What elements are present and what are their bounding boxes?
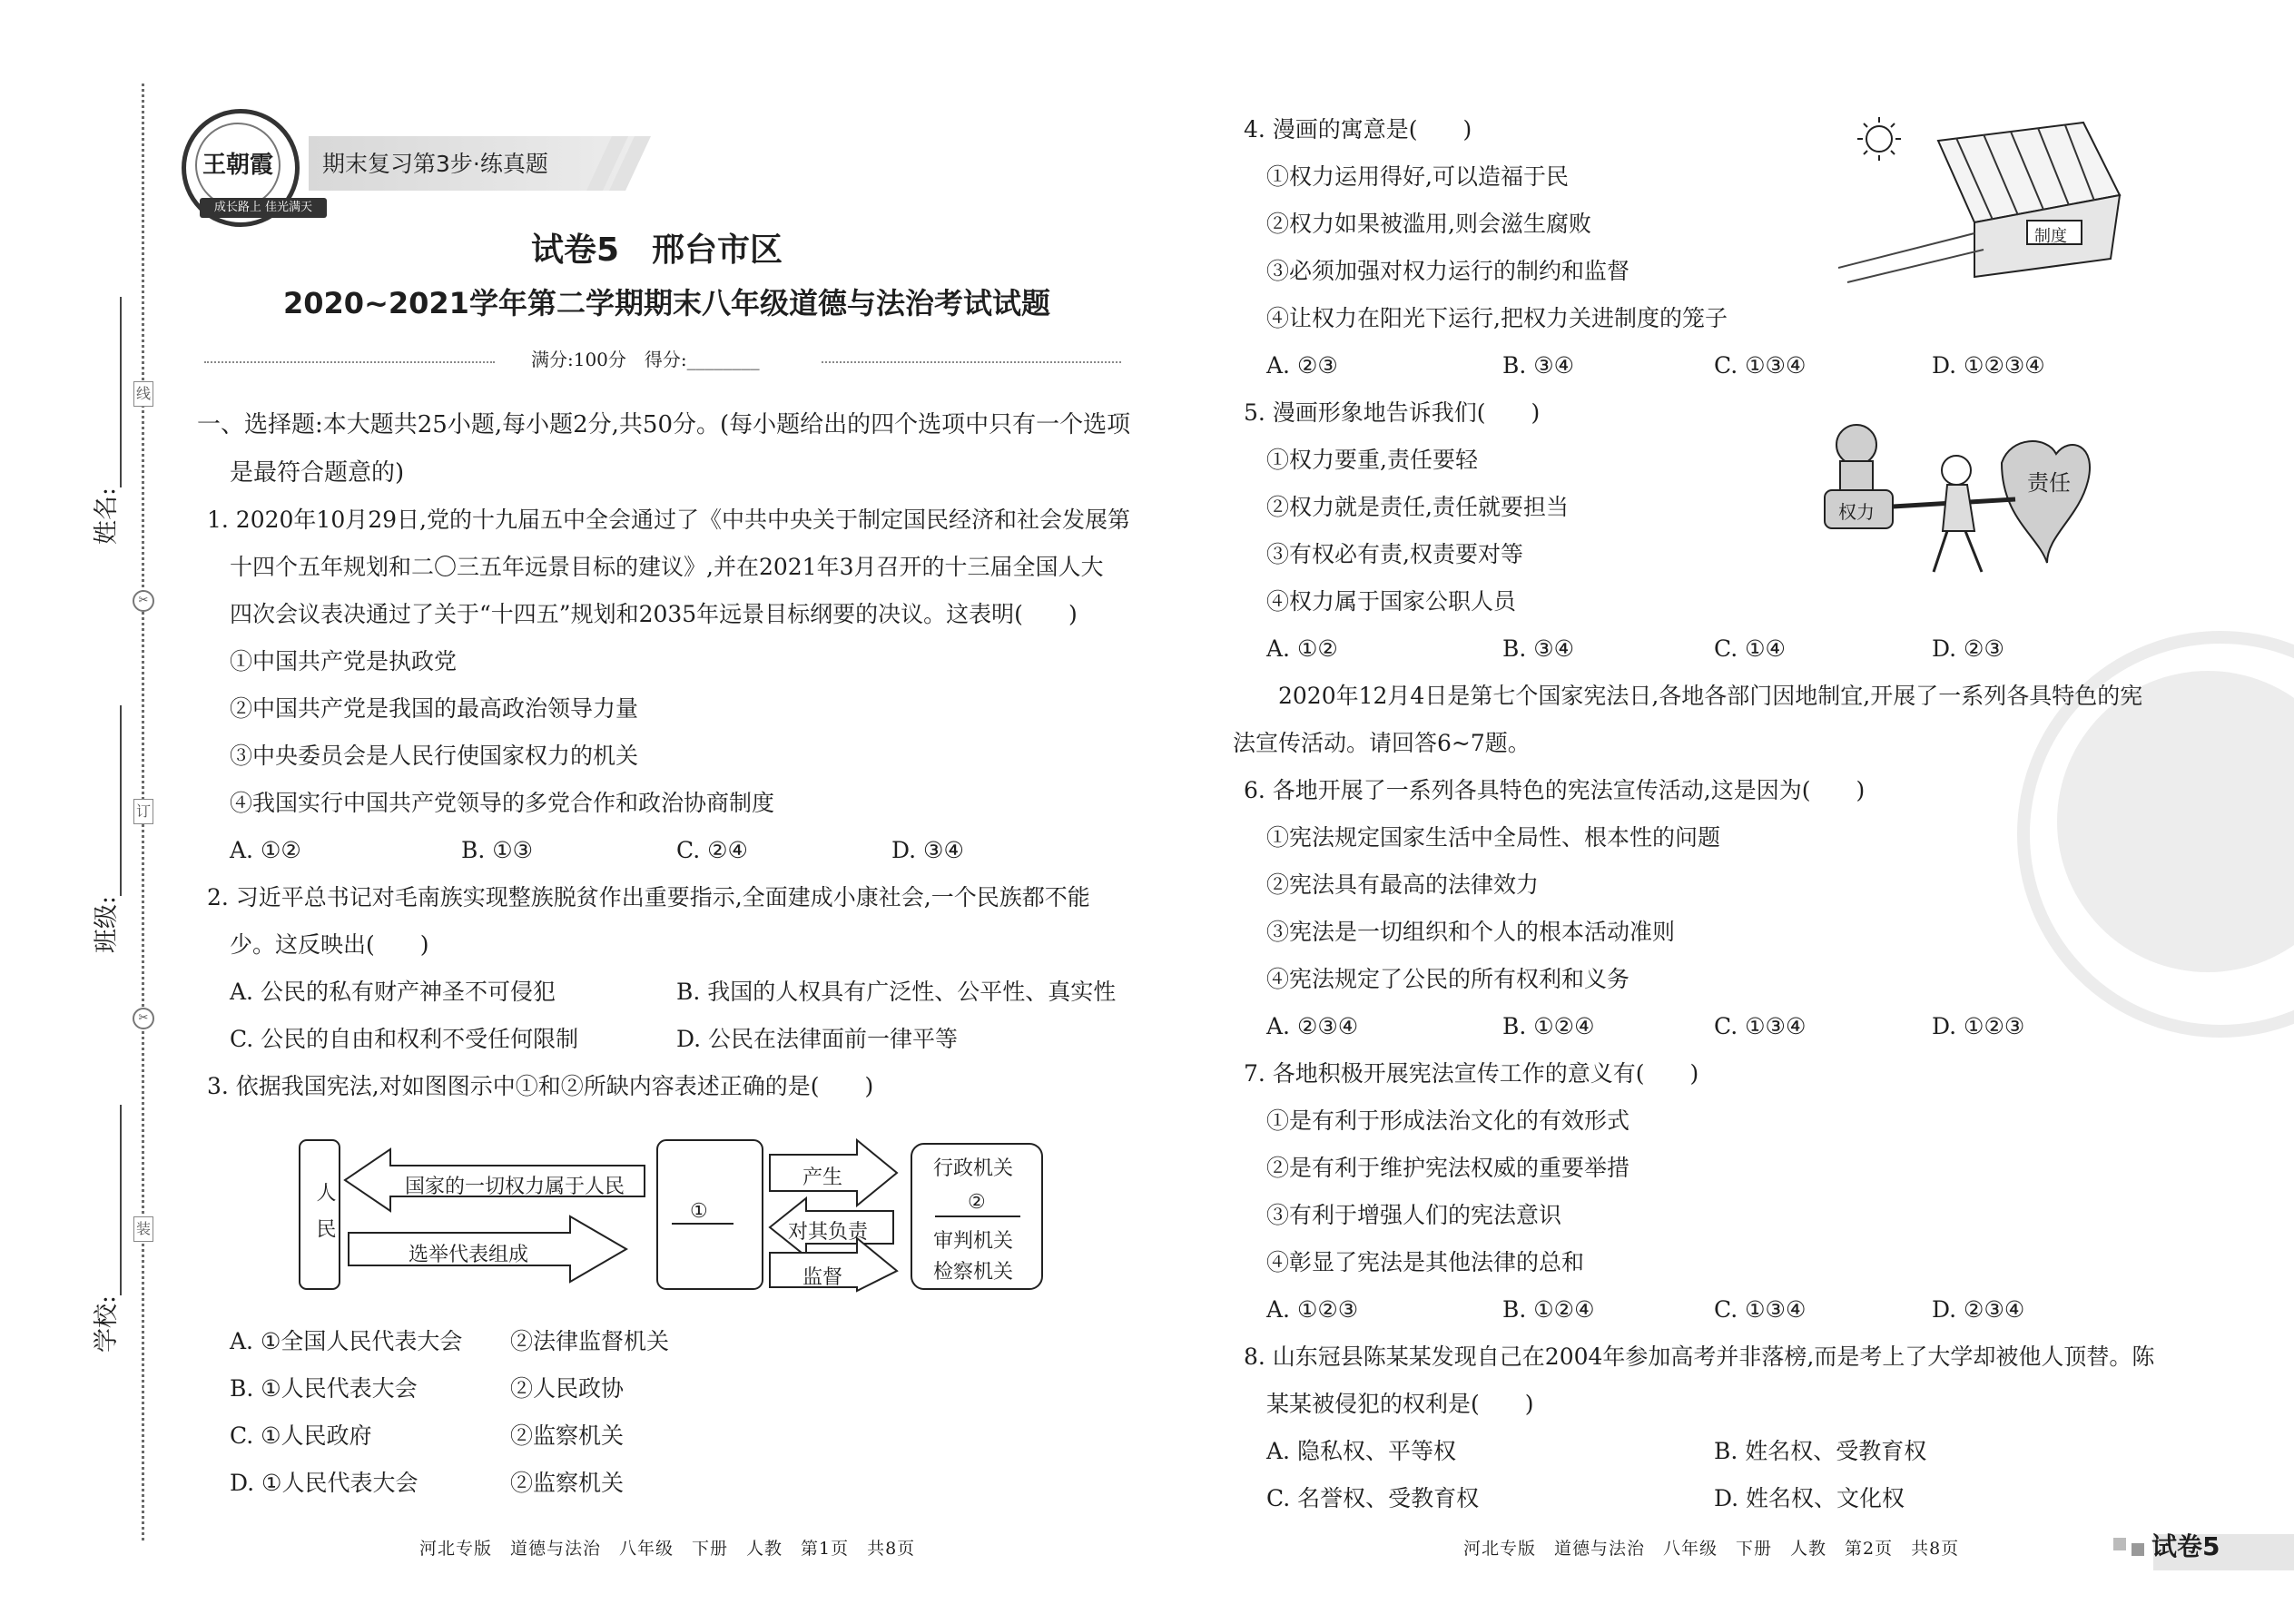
cut-label-line: 线 — [133, 381, 153, 407]
footer-left: 河北专版 道德与法治 八年级 下册 人教 第1页 共8页 — [419, 1539, 916, 1559]
cage-label: 制度 — [2034, 227, 2067, 246]
cut-label-bind: 订 — [133, 799, 153, 824]
brand-ribbon: 成长路上 佳光满天 — [200, 198, 327, 218]
q2-choice-b[interactable]: B. 我国的人权具有广泛性、公平性、真实性 — [676, 979, 1117, 1005]
q3-choice-b-2: ②人民政协 — [510, 1375, 625, 1402]
q4-statement: ④让权力在阳光下运行,把权力关进制度的笼子 — [1266, 305, 1728, 331]
q4-choice-a[interactable]: A. ②③ — [1266, 352, 1338, 379]
responsibility-label: 责任 — [2027, 470, 2071, 496]
diagram-arrow-supervise: 监督 — [802, 1266, 843, 1289]
q1-statement: ①中国共产党是执政党 — [230, 648, 458, 674]
q8-stem-2: 某某被侵犯的权利是( ) — [1266, 1391, 1534, 1417]
q7-statement: ③有利于增强人们的宪法意识 — [1266, 1202, 1562, 1228]
q3-choice-d-2: ②监察机关 — [510, 1470, 625, 1496]
intro-67: 2020年12月4日是第七个国家宪法日,各地各部门因地制宜,开展了一系列各具特色的宪 — [1278, 683, 2143, 709]
q7-statement: ④彰显了宪法是其他法律的总和 — [1266, 1249, 1585, 1275]
q7-choice-d[interactable]: D. ②③④ — [1932, 1296, 2025, 1323]
q2-choice-c[interactable]: C. 公民的自由和权利不受任何限制 — [230, 1026, 579, 1052]
footer-right: 河北专版 道德与法治 八年级 下册 人教 第2页 共8页 — [1463, 1539, 1960, 1559]
name-label: 姓名: — [93, 487, 121, 545]
brand-logo-text: 王朝霞 — [195, 123, 281, 208]
q3-choice-a-2: ②法律监督机关 — [510, 1328, 670, 1354]
tab-square-icon — [2132, 1543, 2144, 1556]
class-label: 班级: — [93, 895, 121, 953]
q2-stem: 2. 习近平总书记对毛南族实现整族脱贫作出重要指示,全面建成小康社会,一个民族都不能 — [207, 884, 1090, 910]
diagram-blank-2: ② — [968, 1191, 986, 1214]
q3-diagram — [298, 1133, 1046, 1293]
name-field[interactable] — [86, 297, 122, 545]
diagram-arrow-power: 国家的一切权力属于人民 — [405, 1176, 625, 1198]
scissor-icon: ✂ — [133, 1008, 154, 1029]
school-blank[interactable] — [100, 1105, 122, 1295]
diagram-arrow-produce: 产生 — [802, 1166, 843, 1189]
q1-stem-2: 十四个五年规划和二〇三五年远景目标的建议》,并在2021年3月召开的十三届全国人大 — [230, 554, 1104, 580]
q5-choice-b[interactable]: B. ③④ — [1502, 635, 1575, 662]
tab-square-icon — [2113, 1538, 2126, 1550]
q5-statement: ④权力属于国家公职人员 — [1266, 588, 1517, 615]
name-blank[interactable] — [100, 297, 122, 487]
page-title: 试卷5 邢台市区 — [531, 231, 783, 269]
q5-choice-a[interactable]: A. ①② — [1266, 635, 1338, 662]
score-rule-right — [822, 361, 1121, 363]
q7-choice-c[interactable]: C. ①③④ — [1714, 1296, 1807, 1323]
paper-number-tab: 试卷5 — [2151, 1531, 2220, 1561]
class-field[interactable] — [86, 705, 122, 953]
q4-cartoon — [1838, 113, 2138, 286]
q1-choice-b[interactable]: B. ①③ — [461, 837, 534, 863]
q1-statement: ④我国实行中国共产党领导的多党合作和政治协商制度 — [230, 790, 775, 816]
q4-statement: ①权力运用得好,可以造福于民 — [1266, 163, 1569, 190]
diagram-procuratorate: 检察机关 — [933, 1261, 1014, 1284]
diagram-court: 审判机关 — [933, 1230, 1014, 1253]
power-label: 权力 — [1838, 501, 1875, 523]
q1-stem: 1. 2020年10月29日,党的十九届五中全会通过了《中共中央关于制定国民经济和社会发展第 — [207, 507, 1130, 533]
q7-choice-a[interactable]: A. ①②③ — [1266, 1296, 1359, 1323]
q8-choice-a[interactable]: A. 隐私权、平等权 — [1266, 1438, 1456, 1464]
q5-stem: 5. 漫画形象地告诉我们( ) — [1244, 399, 1541, 426]
q1-statement: ②中国共产党是我国的最高政治领导力量 — [230, 695, 639, 722]
q6-choice-b[interactable]: B. ①②④ — [1502, 1013, 1595, 1039]
school-label: 学校: — [93, 1294, 121, 1353]
diagram-arrow-elect: 选举代表组成 — [409, 1244, 529, 1266]
q1-statement: ③中央委员会是人民行使国家权力的机关 — [230, 743, 639, 769]
score-line: 满分:100分 得分:________ — [531, 349, 760, 370]
q3-stem: 3. 依据我国宪法,对如图图示中①和②所缺内容表述正确的是( ) — [207, 1073, 874, 1099]
q1-stem-3: 四次会议表决通过了关于“十四五”规划和2035年远景目标纲要的决议。这表明( ) — [230, 601, 1078, 627]
q6-statement: ③宪法是一切组织和个人的根本活动准则 — [1266, 919, 1676, 945]
q3-choice-b[interactable]: B. ①人民代表大会 — [230, 1375, 418, 1402]
score-rule-left — [204, 361, 495, 363]
q6-statement: ①宪法规定国家生活中全局性、根本性的问题 — [1266, 824, 1721, 851]
q1-choice-d[interactable]: D. ③④ — [891, 837, 964, 863]
q6-choice-d[interactable]: D. ①②③ — [1932, 1013, 2025, 1039]
class-blank[interactable] — [100, 705, 122, 896]
q7-stem: 7. 各地积极开展宪法宣传工作的意义有( ) — [1244, 1060, 1699, 1087]
school-field[interactable] — [86, 1105, 122, 1353]
q1-choice-a[interactable]: A. ①② — [230, 837, 301, 863]
q5-choice-c[interactable]: C. ①④ — [1714, 635, 1786, 662]
q8-choice-d[interactable]: D. 姓名权、文化权 — [1714, 1485, 1905, 1511]
q4-statement: ③必须加强对权力运行的制约和监督 — [1266, 258, 1630, 284]
q3-choice-c-2: ②监察机关 — [510, 1422, 625, 1449]
q5-cartoon — [1820, 418, 2092, 581]
q5-statement: ②权力就是责任,责任就要担当 — [1266, 494, 1569, 520]
q5-choice-d[interactable]: D. ②③ — [1932, 635, 2004, 662]
section-heading: 一、选择题:本大题共25小题,每小题2分,共50分。(每小题给出的四个选项中只有一个选项 — [197, 411, 1131, 438]
q6-stem: 6. 各地开展了一系列各具特色的宪法宣传活动,这是因为( ) — [1244, 777, 1866, 803]
q8-choice-b[interactable]: B. 姓名权、受教育权 — [1714, 1438, 1927, 1464]
q2-choice-d[interactable]: D. 公民在法律面前一律平等 — [676, 1026, 959, 1052]
diagram-blank-1: ① — [690, 1200, 708, 1223]
q6-choice-a[interactable]: A. ②③④ — [1266, 1013, 1359, 1039]
q2-choice-a[interactable]: A. 公民的私有财产神圣不可侵犯 — [230, 979, 556, 1005]
q1-choice-c[interactable]: C. ②④ — [676, 837, 748, 863]
banner-text: 期末复习第3步·练真题 — [322, 151, 548, 177]
q4-statement: ②权力如果被滥用,则会滋生腐败 — [1266, 211, 1591, 237]
q8-choice-c[interactable]: C. 名誉权、受教育权 — [1266, 1485, 1480, 1511]
q4-stem: 4. 漫画的寓意是( ) — [1244, 116, 1472, 143]
cage-cartoon-icon — [1838, 113, 2138, 286]
q4-choice-b[interactable]: B. ③④ — [1502, 352, 1575, 379]
q3-choice-d[interactable]: D. ①人民代表大会 — [230, 1470, 418, 1496]
q2-stem-2: 少。这反映出( ) — [230, 931, 429, 958]
q8-stem: 8. 山东冠县陈某某发现自己在2004年参加高考并非落榜,而是考上了大学却被他人顶替。陈 — [1244, 1343, 2155, 1370]
diagram-people: 人民 — [313, 1182, 336, 1255]
q6-choice-c[interactable]: C. ①③④ — [1714, 1013, 1807, 1039]
diagram-arrow-responsible: 对其负责 — [788, 1221, 869, 1244]
scissor-icon: ✂ — [133, 590, 154, 612]
q3-choice-a[interactable]: A. ①全国人民代表大会 — [230, 1328, 463, 1354]
q5-statement: ①权力要重,责任要轻 — [1266, 447, 1478, 473]
q6-statement: ②宪法具有最高的法律效力 — [1266, 871, 1540, 898]
q4-choice-d[interactable]: D. ①②③④ — [1932, 352, 2045, 379]
q3-choice-c[interactable]: C. ①人民政府 — [230, 1422, 372, 1449]
cut-label-install: 装 — [133, 1216, 153, 1242]
intro-67-cont: 法宣传活动。请回答6~7题。 — [1233, 730, 1531, 756]
diagram-admin: 行政机关 — [933, 1157, 1014, 1180]
q7-choice-b[interactable]: B. ①②④ — [1502, 1296, 1595, 1323]
section-heading-cont: 是最符合题意的) — [230, 459, 405, 487]
q4-choice-c[interactable]: C. ①③④ — [1714, 352, 1807, 379]
q5-statement: ③有权必有责,权责要对等 — [1266, 541, 1523, 567]
q7-statement: ①是有利于形成法治文化的有效形式 — [1266, 1107, 1630, 1134]
q7-statement: ②是有利于维护宪法权威的重要举措 — [1266, 1155, 1630, 1181]
q6-statement: ④宪法规定了公民的所有权利和义务 — [1266, 966, 1630, 992]
page-subtitle: 2020~2021学年第二学期期末八年级道德与法治考试试题 — [283, 286, 1050, 320]
